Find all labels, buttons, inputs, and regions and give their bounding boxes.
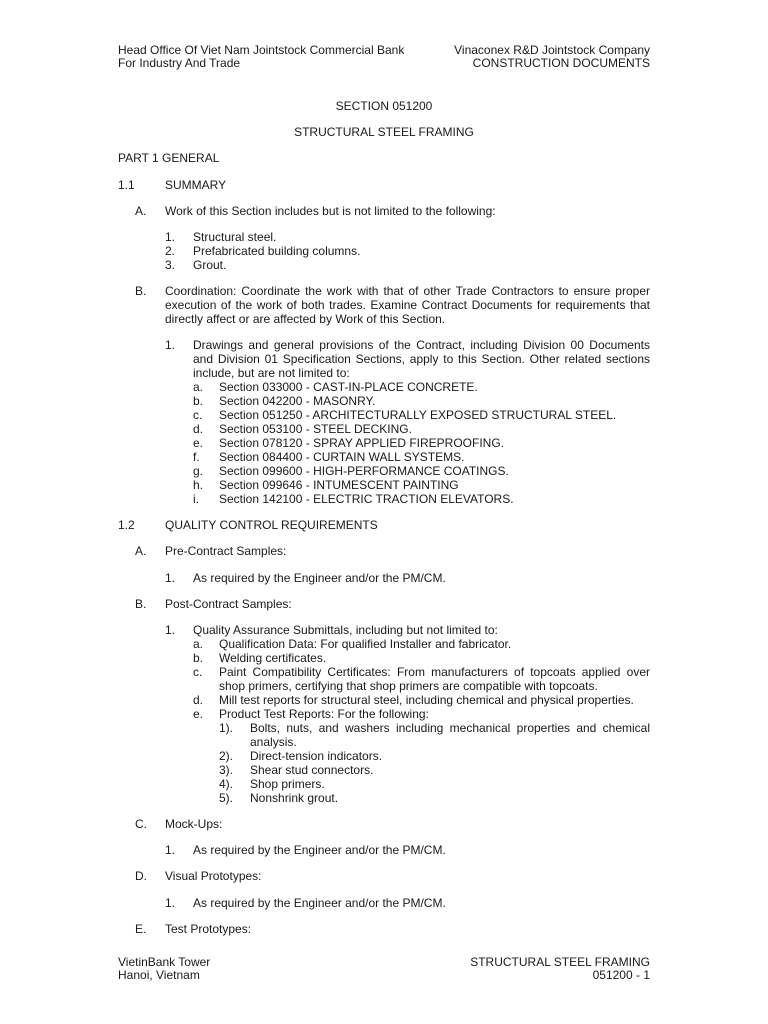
list-number: 2. <box>165 244 176 258</box>
sublist-letter: a. <box>193 380 204 394</box>
paragraph-text: Pre-Contract Samples: <box>165 544 287 558</box>
subsublist-number: 1). <box>219 721 234 735</box>
subsublist-number: 5). <box>219 791 234 805</box>
paragraph-marker: C. <box>135 817 147 831</box>
list-item: Prefabricated building columns. <box>193 244 361 258</box>
section-title: STRUCTURAL STEEL FRAMING <box>294 125 474 139</box>
list-item: Drawings and general provisions of the Contract, including Division 00 Documents and Division 01 Specification Sections, apply to this Section. Other related sections include, but are not limited to: <box>193 338 650 380</box>
list-item: As required by the Engineer and/or the PM/CM. <box>193 571 446 585</box>
subsublist-item: Bolts, nuts, and washers including mechanical properties and chemical analysis. <box>250 721 650 749</box>
paragraph-text: Test Prototypes: <box>165 922 252 936</box>
subsublist-item: Nonshrink grout. <box>250 791 339 805</box>
footer-left-line2: Hanoi, Vietnam <box>118 968 200 982</box>
sublist-letter: h. <box>193 478 204 492</box>
sublist-item: Section 051250 - ARCHITECTURALLY EXPOSED STRUCTURAL STEEL. <box>219 408 617 422</box>
subsublist-number: 4). <box>219 777 234 791</box>
subsublist-number: 2). <box>219 749 234 763</box>
list-item: As required by the Engineer and/or the PM/CM. <box>193 896 446 910</box>
paragraph-text: Coordination: Coordinate the work with that of other Trade Contractors to ensure proper execution of the work of both trades. Examine Contract Documents for requirements that directly affect or are affected by Work of this Section. <box>165 284 650 326</box>
sublist-item: Welding certificates. <box>219 651 327 665</box>
footer-right-line2: 051200 - 1 <box>592 968 650 982</box>
list-item: Quality Assurance Submittals, including but not limited to: <box>193 623 498 637</box>
list-item: Structural steel. <box>193 230 277 244</box>
list-item: Grout. <box>193 258 227 272</box>
subsublist-item: Direct-tension indicators. <box>250 749 383 763</box>
paragraph-text: Mock-Ups: <box>165 817 223 831</box>
sublist-item: Section 042200 - MASONRY. <box>219 394 376 408</box>
sublist-letter: f. <box>193 450 200 464</box>
sublist-letter: c. <box>193 408 203 422</box>
paragraph-marker: A. <box>135 544 147 558</box>
sublist-item: Section 099646 - INTUMESCENT PAINTING <box>219 478 459 492</box>
list-number: 1. <box>165 896 176 910</box>
section-number: SECTION 051200 <box>335 99 433 113</box>
sublist-item: Product Test Reports: For the following: <box>219 707 429 721</box>
sublist-item: Section 033000 - CAST-IN-PLACE CONCRETE. <box>219 380 478 394</box>
list-item: As required by the Engineer and/or the PM/CM. <box>193 843 446 857</box>
sublist-letter: e. <box>193 707 204 721</box>
footer-right-line1: STRUCTURAL STEEL FRAMING <box>470 955 650 969</box>
sublist-letter: c. <box>193 665 203 679</box>
sublist-letter: b. <box>193 394 204 408</box>
sublist-letter: d. <box>193 422 204 436</box>
sublist-item: Section 142100 - ELECTRIC TRACTION ELEVATORS. <box>219 492 514 506</box>
list-number: 3. <box>165 258 176 272</box>
list-number: 1. <box>165 571 176 585</box>
article-title: QUALITY CONTROL REQUIREMENTS <box>165 518 378 532</box>
list-number: 1. <box>165 338 176 352</box>
sublist-item: Mill test reports for structural steel, including chemical and physical properties. <box>219 693 634 707</box>
list-number: 1. <box>165 623 176 637</box>
sublist-item: Paint Compatibility Certificates: From manufacturers of topcoats applied over shop primers, certifying that shop primers are compatible with topcoats. <box>219 665 650 693</box>
sublist-letter: a. <box>193 637 204 651</box>
header-right-line2: CONSTRUCTION DOCUMENTS <box>472 56 650 70</box>
subsublist-item: Shear stud connectors. <box>250 763 374 777</box>
paragraph-text: Post-Contract Samples: <box>165 597 292 611</box>
sublist-letter: e. <box>193 436 204 450</box>
article-title: SUMMARY <box>165 178 227 192</box>
sublist-letter: g. <box>193 464 204 478</box>
list-number: 1. <box>165 230 176 244</box>
article-number: 1.1 <box>118 178 135 192</box>
sublist-item: Section 099600 - HIGH-PERFORMANCE COATINGS. <box>219 464 509 478</box>
footer-left-line1: VietinBank Tower <box>118 955 211 969</box>
paragraph-marker: B. <box>135 597 147 611</box>
sublist-item: Qualification Data: For qualified Installer and fabricator. <box>219 637 512 651</box>
paragraph-marker: B. <box>135 284 147 298</box>
sublist-letter: b. <box>193 651 204 665</box>
sublist-letter: d. <box>193 693 204 707</box>
sublist-letter: i. <box>193 492 199 506</box>
subsublist-item: Shop primers. <box>250 777 325 791</box>
sublist-item: Section 078120 - SPRAY APPLIED FIREPROOFING. <box>219 436 505 450</box>
subsublist-number: 3). <box>219 763 234 777</box>
paragraph-marker: D. <box>135 869 147 883</box>
part-heading: PART 1 GENERAL <box>118 151 220 165</box>
paragraph-marker: E. <box>135 922 147 936</box>
paragraph-text: Work of this Section includes but is not limited to the following: <box>165 204 496 218</box>
sublist-item: Section 053100 - STEEL DECKING. <box>219 422 412 436</box>
list-number: 1. <box>165 843 176 857</box>
paragraph-marker: A. <box>135 204 147 218</box>
article-number: 1.2 <box>118 518 135 532</box>
header-left-line2: For Industry And Trade <box>118 56 241 70</box>
header-right-line1: Vinaconex R&D Jointstock Company <box>454 43 650 57</box>
paragraph-text: Visual Prototypes: <box>165 869 262 883</box>
header-left-line1: Head Office Of Viet Nam Jointstock Commercial Bank <box>118 43 405 57</box>
sublist-item: Section 084400 - CURTAIN WALL SYSTEMS. <box>219 450 465 464</box>
